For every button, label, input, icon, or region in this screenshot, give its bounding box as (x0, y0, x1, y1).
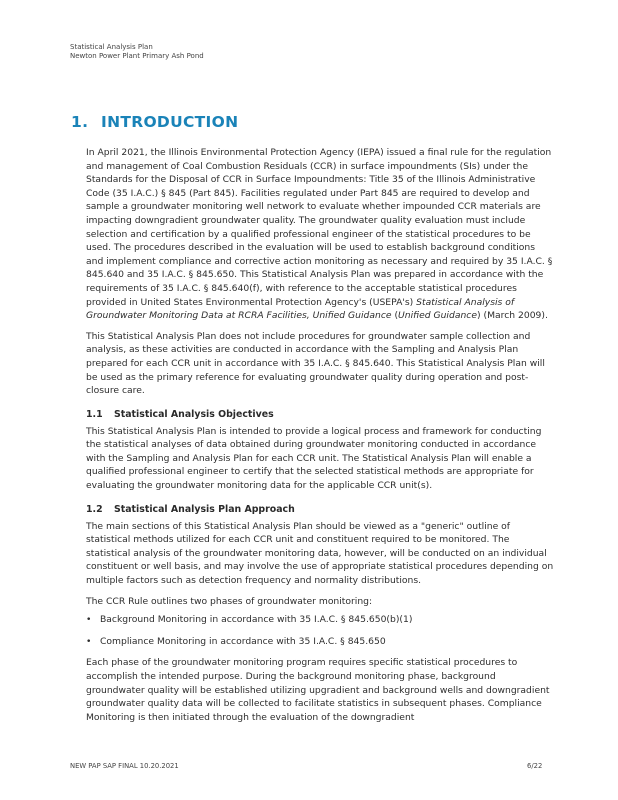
section-heading (71, 113, 238, 131)
intro-paragraph-1: In April 2021, the Illinois Environmental Protection Agency (IEPA) issued a final rule for the regulation and management of Coal Combustion Residuals (CCR) in surface impoundments (SIs) under the Standards for the Disposal of CCR in Surface Impoundments: Title 35 of the Illinois Administrative Code (35 I.A.C.) § 845 (Part 845). Facilities regulated under Part 845 are required to develop and sample a groundwater monitoring well network to evaluate whether impounded CCR materials are impacting downgradient groundwater quality. The groundwater quality evaluation must include selection and certification by a qualified professional engineer of the statistical procedures to be used. The procedures described in the evaluation will be used to establish background conditions and implement compliance and corrective action monitoring as necessary and required by 35 I.A.C. § 845.640 and 35 I.A.C. § 845.650. This Statistical Analysis Plan was prepared in accordance with the requirements of 35 I.A.C. § 845.640(f), with reference to the acceptable statistical procedures provided in United States Environmental Protection Agency's (USEPA's) Statistical Analysis of Groundwater Monitoring Data at RCRA Facilities, Unified Guidance (Unified Guidance) (March 2009). (86, 147, 553, 322)
intro-paragraph-2: This Statistical Analysis Plan does not include procedures for groundwater sample collection and analysis, as these activities are conducted in accordance with the Sampling and Analysis Plan prepared for each CCR unit in accordance with 35 I.A.C. § 845.640. This Statistical Analysis Plan will be used as the primary reference for evaluating groundwater quality during operation and post-closure care. (86, 330, 545, 397)
running-header (70, 43, 204, 61)
subsection-heading-approach: 1.2 Statistical Analysis Plan Approach (86, 503, 295, 515)
page-number: 6/22 (527, 762, 543, 770)
bullet-icon: • (86, 635, 92, 647)
objectives-paragraph: This Statistical Analysis Plan is intended to provide a logical process and framework for conducting the statistical analyses of data obtained during groundwater monitoring conducted in accordance with the Sampling and Analysis Plan for each CCR unit. The Statistical Analysis Plan will enable a qualified professional engineer to certify that the selected statistical methods are appropriate for evaluating the groundwater monitoring data for the applicable CCR unit(s). (86, 425, 542, 492)
list-item: • Background Monitoring in accordance with 35 I.A.C. § 845.650(b)(1) (86, 614, 413, 626)
approach-paragraph-2: The CCR Rule outlines two phases of groundwater monitoring: (86, 595, 373, 607)
monitoring-phases-list (86, 613, 554, 648)
document-body (86, 146, 554, 724)
bullet-icon: • (86, 614, 92, 626)
footer-document-id: NEW PAP SAP FINAL 10.20.2021 (70, 762, 179, 770)
section-number: 1. (71, 113, 89, 131)
header-plan-title: Statistical Analysis Plan (70, 43, 153, 51)
list-item: • Compliance Monitoring in accordance with 35 I.A.C. § 845.650 (86, 635, 386, 647)
subsection-heading-objectives: 1.1 Statistical Analysis Objectives (86, 408, 274, 420)
approach-paragraph-1: The main sections of this Statistical Analysis Plan should be viewed as a "generic" outline of statistical methods utilized for each CCR unit and constituent required to be monitored. The statistical analysis of the groundwater monitoring data, however, will be conducted on an individual constituent or well basis, and may involve the use of appropriate statistical procedures depending on multiple factors such as detection frequency and normality distributions. (86, 520, 554, 587)
header-site-name: Newton Power Plant Primary Ash Pond (70, 52, 204, 60)
approach-paragraph-3: Each phase of the groundwater monitoring program requires specific statistical procedures to accomplish the intended purpose. During the background monitoring phase, background groundwater quality will be established utilizing upgradient and background wells and downgradient groundwater quality data will be collected to facilitate statistics in subsequent phases. Compliance Monitoring is then initiated through the evaluation of the downgradient (86, 657, 550, 723)
section-title: INTRODUCTION (101, 113, 239, 131)
